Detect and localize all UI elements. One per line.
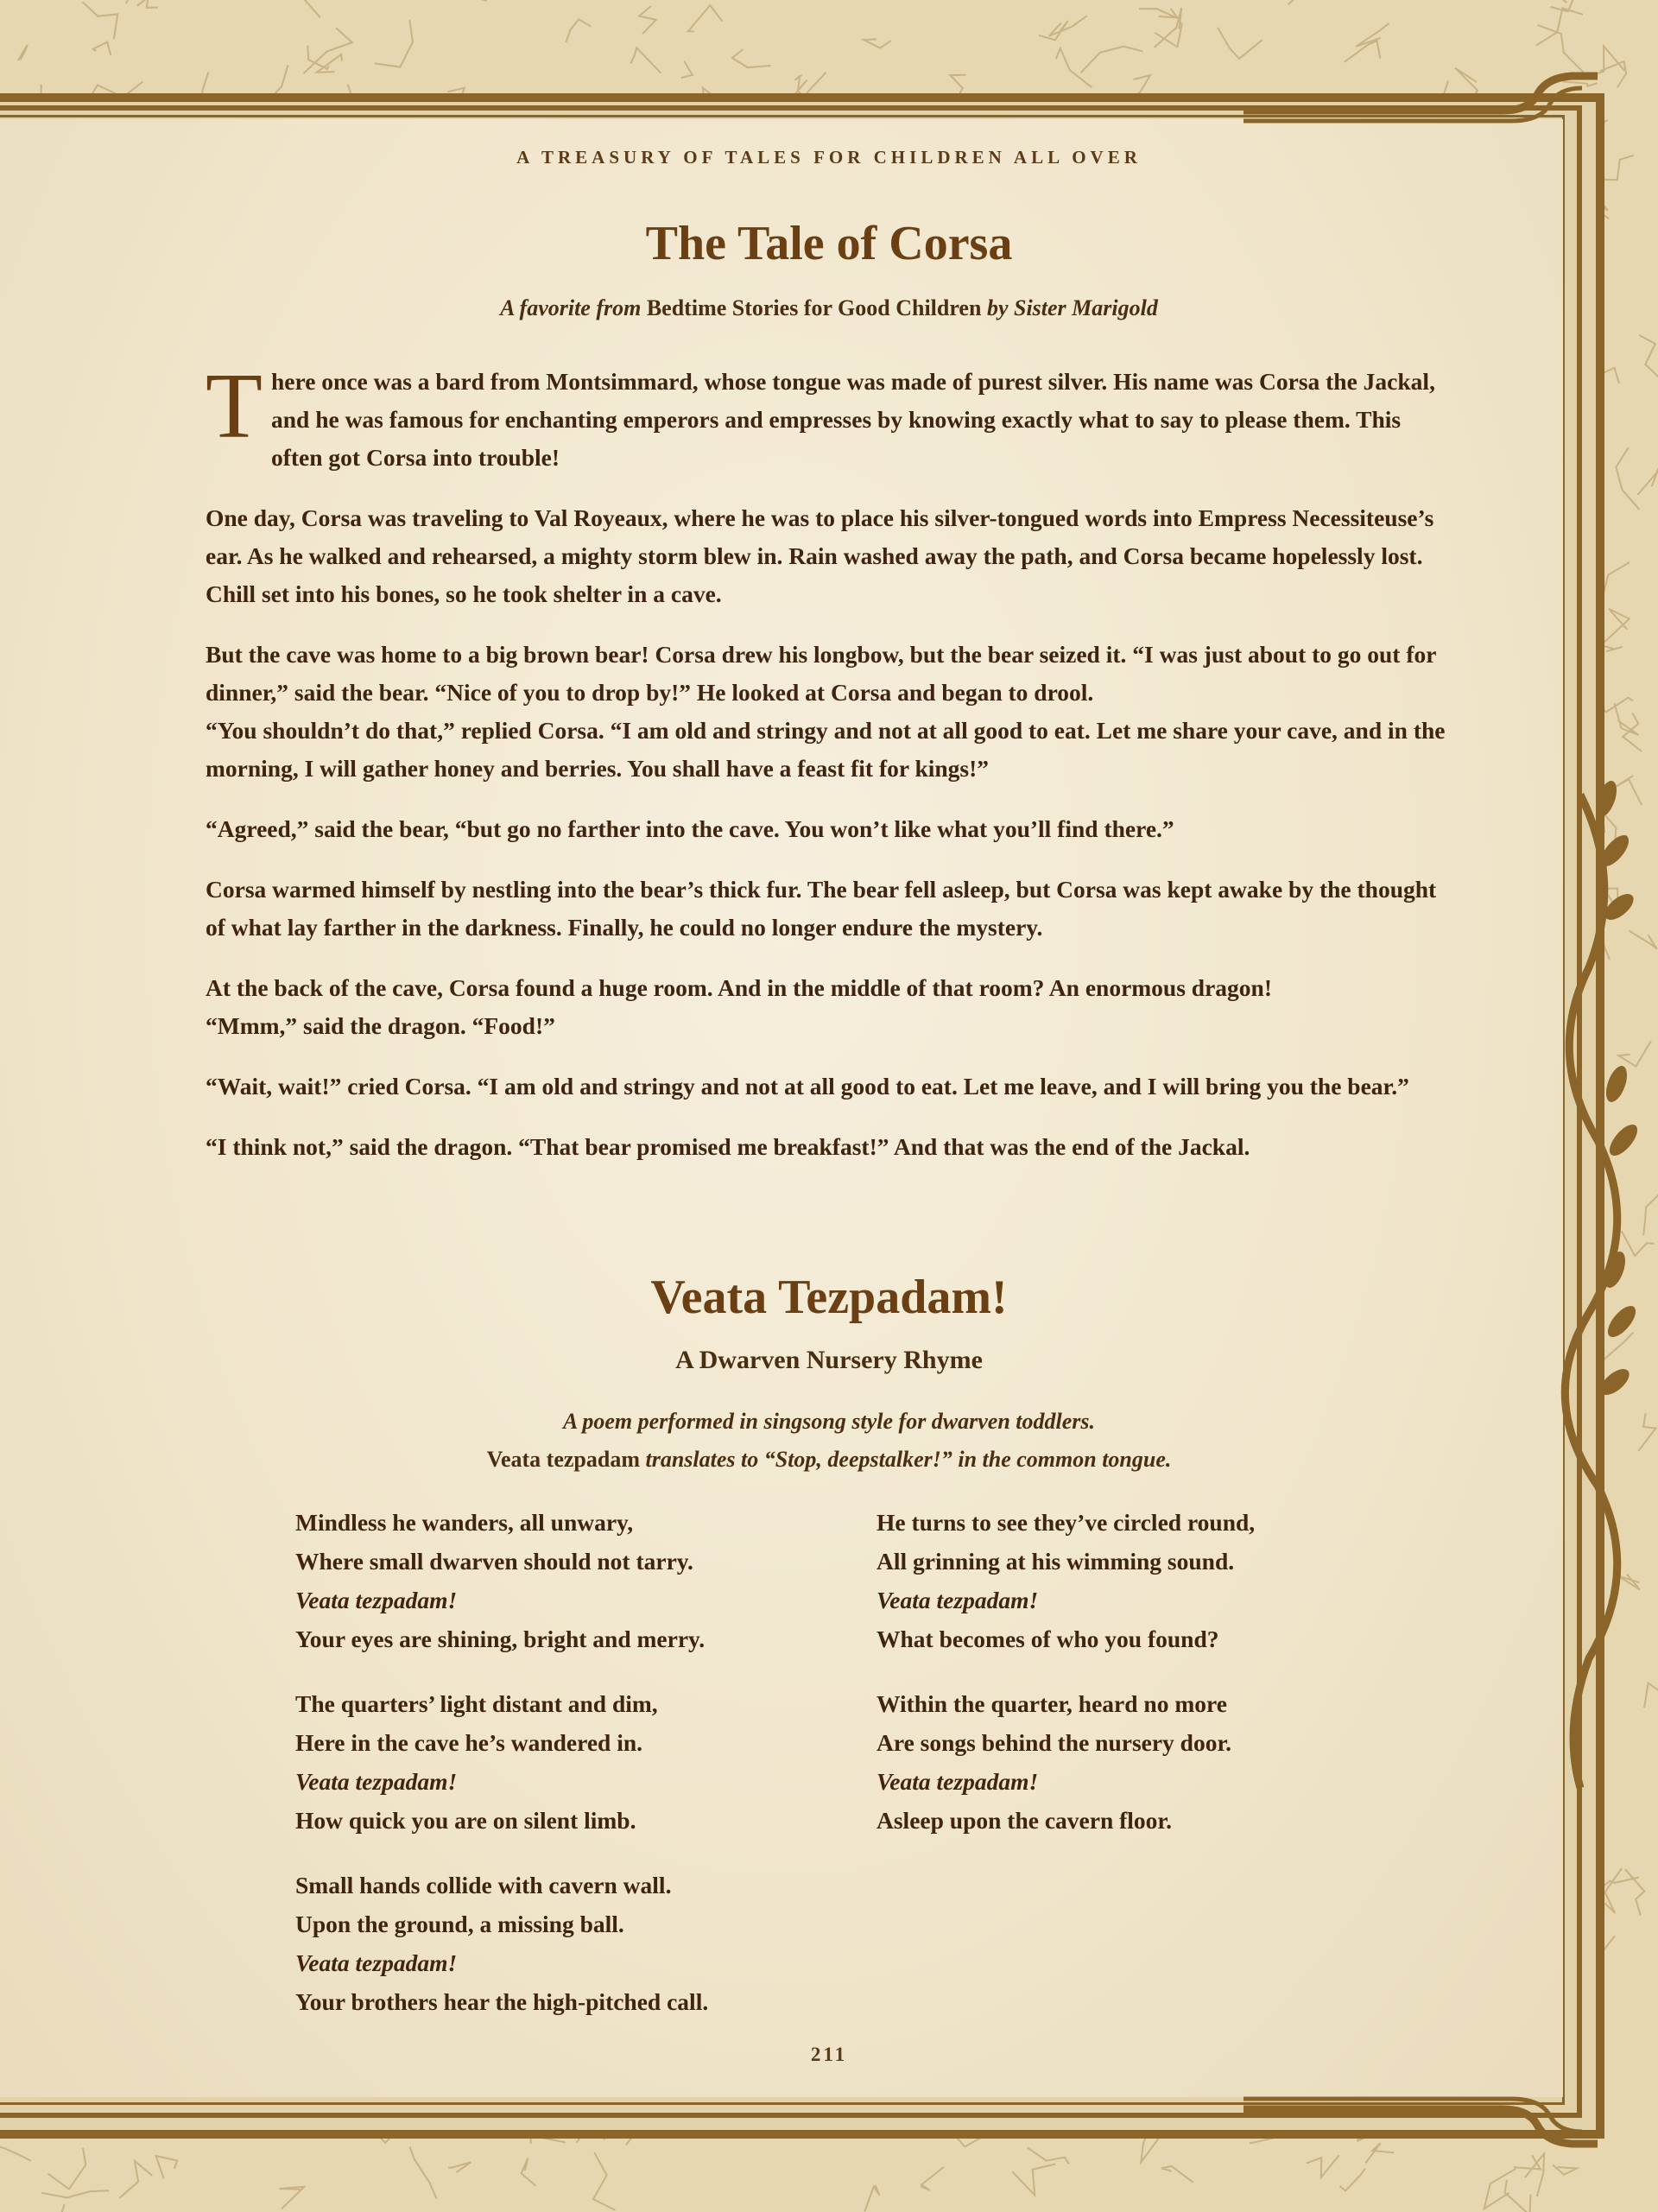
page-number: 211 <box>810 2044 848 2065</box>
rhyme-intro-line-2 <box>0 1441 1658 1479</box>
poem-line: Here in the cave he’s wandered in. <box>295 1729 643 1756</box>
poem-line: Mindless he wanders, all unwary, <box>295 1509 634 1536</box>
poem-line: All grinning at his wimming sound. <box>876 1548 1235 1575</box>
poem-line: Upon the ground, a missing ball. <box>295 1911 624 1937</box>
poem-refrain: Veata tezpadam! <box>295 1949 458 1976</box>
story-paragraph: Corsa warmed himself by nestling into the bear’s thick fur. The bear fell asleep, but Corsa was kept awake by the thought of what lay farther in the darkness. Finally, he could no longer endure the mystery. <box>206 876 1437 941</box>
rhyme-intro-term: Veata tezpadam <box>486 1447 640 1472</box>
frame-corner-ornament-bottom-right <box>1244 2082 1606 2159</box>
poem-refrain: Veata tezpadam! <box>295 1768 458 1795</box>
poem-line: Where small dwarven should not tarry. <box>295 1548 693 1575</box>
poem-line: What becomes of who you found? <box>876 1626 1219 1652</box>
poem-stanza <box>295 1684 831 1840</box>
poem-stanza <box>876 1503 1412 1658</box>
story-paragraph: “I think not,” said the dragon. “That bear promised me breakfast!” And that was the end of the Jackal. <box>206 1133 1250 1160</box>
poem-refrain: Veata tezpadam! <box>876 1768 1039 1795</box>
running-head: A TREASURY OF TALES FOR CHILDREN ALL OVER <box>516 147 1142 168</box>
tale-subtitle-author: by Sister Marigold <box>986 295 1158 320</box>
tale-subtitle <box>0 295 1658 321</box>
poem-stanza <box>295 1503 831 1658</box>
rhyme-subtitle: A Dwarven Nursery Rhyme <box>675 1346 983 1374</box>
story-paragraph <box>206 355 1449 477</box>
story-paragraph: “Wait, wait!” cried Corsa. “I am old and stringy and not at all good to eat. Let me leave, and I will bring you the bear.” <box>206 1073 1409 1100</box>
tale-title: The Tale of Corsa <box>645 217 1013 270</box>
poem-line: Your brothers hear the high-pitched call. <box>295 1988 709 2015</box>
story-paragraph: “Mmm,” said the dragon. “Food!” <box>206 1012 555 1039</box>
poem-column-left <box>295 1503 831 2047</box>
poem-stanza <box>876 1684 1412 1840</box>
rhyme-title: Veata Tezpadam! <box>650 1271 1008 1324</box>
story-paragraph: One day, Corsa was traveling to Val Royeaux, where he was to place his silver-tongued words into Empress Necessiteuse’s ear. As he walked and rehearsed, a mighty storm blew in. Rain washed away the path, and Corsa became hopelessly lost. Chill set into his bones, so he took shelter in a cave. <box>206 504 1434 607</box>
poem-refrain: Veata tezpadam! <box>876 1587 1039 1613</box>
story-paragraph-text: here once was a bard from Montsimmard, whose tongue was made of purest silver. His name was Corsa the Jackal, and he was famous for enchanting emperors and empresses by knowing exactly what to say to please them. This often got Corsa into trouble! <box>270 368 1435 471</box>
rhyme-intro-line-1: A poem performed in singsong style for dwarven toddlers. <box>562 1409 1096 1434</box>
poem-line: Asleep upon the cavern floor. <box>876 1807 1172 1834</box>
tale-body <box>206 355 1449 1188</box>
poem-line: The quarters’ light distant and dim, <box>295 1690 658 1717</box>
poem-refrain: Veata tezpadam! <box>295 1587 458 1613</box>
poem-line: He turns to see they’ve circled round, <box>876 1509 1256 1536</box>
rhyme-intro-translation: translates to “Stop, deepstalker!” in the common tongue. <box>645 1447 1172 1472</box>
poem-line: How quick you are on silent limb. <box>295 1807 636 1834</box>
poem-line: Within the quarter, heard no more <box>876 1690 1227 1717</box>
poem-line: Your eyes are shining, bright and merry. <box>295 1626 706 1652</box>
tale-subtitle-prefix: A favorite from <box>500 295 642 320</box>
story-paragraph: “Agreed,” said the bear, “but go no farther into the cave. You won’t like what you’ll find there.” <box>206 815 1174 842</box>
story-paragraph: At the back of the cave, Corsa found a huge room. And in the middle of that room? An enormous dragon! <box>206 974 1273 1001</box>
frame-corner-ornament-top-right <box>1244 60 1606 138</box>
rhyme-intro <box>0 1403 1658 1479</box>
story-paragraph: “You shouldn’t do that,” replied Corsa. “I am old and stringy and not at all good to eat. Let me share your cave, and in the morning, I will gather honey and berries. You shall have a feast fit for kings!” <box>206 717 1446 782</box>
poem-line: Are songs behind the nursery door. <box>876 1729 1232 1756</box>
poem-line: Small hands collide with cavern wall. <box>295 1872 672 1898</box>
story-paragraph: But the cave was home to a big brown bear! Corsa drew his longbow, but the bear seized it. “I was just about to go out for dinner,” said the bear. “Nice of you to drop by!” He looked at Corsa and began to drool. <box>206 641 1436 706</box>
poem-column-right <box>876 1503 1412 1866</box>
poem-stanza <box>295 1866 831 2021</box>
drop-cap: T <box>206 355 263 458</box>
tale-subtitle-book: Bedtime Stories for Good Children <box>646 295 982 320</box>
